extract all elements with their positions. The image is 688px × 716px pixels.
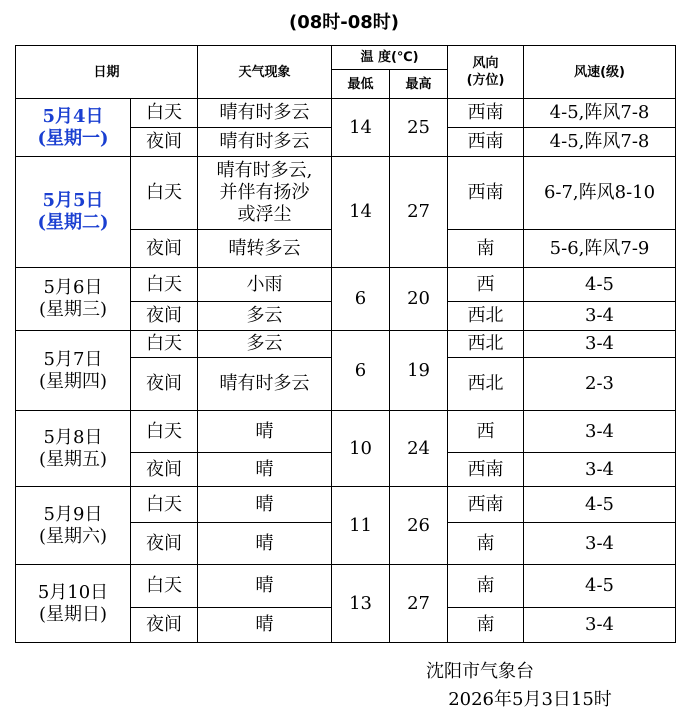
wind-direction-cell: 西南 bbox=[448, 453, 524, 487]
period-night: 夜间 bbox=[131, 128, 198, 157]
wind-direction-cell: 西北 bbox=[448, 331, 524, 358]
wind-speed-cell: 3-4 bbox=[524, 331, 676, 358]
period-night: 夜间 bbox=[131, 453, 198, 487]
wind-direction-cell: 南 bbox=[448, 565, 524, 608]
period-day: 白天 bbox=[131, 268, 198, 302]
issuer-name: 沈阳市气象台 bbox=[426, 661, 534, 682]
table-row bbox=[16, 268, 676, 302]
wind-speed-cell: 3-4 bbox=[524, 411, 676, 453]
header-wind-direction-line1: 风向 bbox=[472, 56, 499, 71]
header-date: 日期 bbox=[16, 46, 198, 99]
wind-speed-cell: 2-3 bbox=[524, 358, 676, 411]
weekday-label: (星期三) bbox=[38, 299, 108, 320]
table-row bbox=[16, 411, 676, 453]
header-temperature: 温 度(℃) bbox=[332, 46, 448, 70]
weather-line: 或浮尘 bbox=[237, 204, 292, 225]
date-cell bbox=[16, 487, 131, 565]
date-label: 5月7日 bbox=[43, 348, 103, 370]
period-night: 夜间 bbox=[131, 230, 198, 268]
date-label: 5月5日 bbox=[42, 190, 104, 211]
date-label: 5月8日 bbox=[43, 426, 103, 448]
period-day: 白天 bbox=[131, 565, 198, 608]
table-row bbox=[16, 99, 676, 128]
table-row bbox=[16, 487, 676, 523]
wind-direction-cell: 西 bbox=[448, 411, 524, 453]
weekday-label: (星期二) bbox=[37, 212, 109, 233]
header-temp-min: 最低 bbox=[332, 70, 390, 99]
temp-min-cell: 13 bbox=[332, 565, 390, 643]
date-cell bbox=[16, 268, 131, 331]
temp-min-cell: 14 bbox=[332, 157, 390, 268]
weather-cell: 晴有时多云 bbox=[198, 128, 332, 157]
wind-speed-cell: 4-5 bbox=[524, 268, 676, 302]
temp-max-cell: 27 bbox=[390, 565, 448, 643]
date-cell bbox=[16, 157, 131, 268]
weekday-label: (星期六) bbox=[38, 525, 108, 547]
wind-speed-cell: 4-5 bbox=[524, 487, 676, 523]
table-row bbox=[16, 331, 676, 358]
date-label: 5月4日 bbox=[42, 105, 104, 127]
wind-direction-cell: 西 bbox=[448, 268, 524, 302]
forecast-table bbox=[15, 45, 676, 643]
period-night: 夜间 bbox=[131, 523, 198, 565]
weather-cell: 晴 bbox=[198, 523, 332, 565]
wind-direction-cell: 西南 bbox=[448, 128, 524, 157]
date-label: 5月9日 bbox=[43, 503, 103, 525]
temp-max-cell: 24 bbox=[390, 411, 448, 487]
header-wind-speed: 风速(级) bbox=[524, 46, 676, 99]
wind-speed-cell: 3-4 bbox=[524, 523, 676, 565]
weather-cell: 小雨 bbox=[198, 268, 332, 302]
temp-min-cell: 6 bbox=[332, 268, 390, 331]
weather-cell: 晴 bbox=[198, 565, 332, 608]
temp-max-cell: 19 bbox=[390, 331, 448, 411]
date-cell bbox=[16, 411, 131, 487]
period-day: 白天 bbox=[131, 157, 198, 230]
period-night: 夜间 bbox=[131, 302, 198, 331]
header-wind-direction bbox=[448, 46, 524, 99]
temp-min-cell: 14 bbox=[332, 99, 390, 157]
weather-cell: 多云 bbox=[198, 302, 332, 331]
weather-cell: 晴 bbox=[198, 608, 332, 643]
wind-speed-cell: 4-5 bbox=[524, 565, 676, 608]
weekday-label: (星期五) bbox=[38, 448, 108, 470]
weekday-label: (星期一) bbox=[37, 127, 109, 149]
table-row bbox=[16, 157, 676, 230]
weekday-label: (星期四) bbox=[38, 370, 108, 392]
temp-max-cell: 25 bbox=[390, 99, 448, 157]
weather-cell: 晴 bbox=[198, 453, 332, 487]
period-night: 夜间 bbox=[131, 358, 198, 411]
weather-cell: 晴有时多云 bbox=[198, 99, 332, 128]
date-cell bbox=[16, 565, 131, 643]
weekday-label: (星期日) bbox=[38, 603, 108, 625]
wind-speed-cell: 4-5,阵风7-8 bbox=[524, 128, 676, 157]
weather-cell bbox=[198, 157, 332, 230]
period-night: 夜间 bbox=[131, 608, 198, 643]
period-day: 白天 bbox=[131, 487, 198, 523]
temp-max-cell: 20 bbox=[390, 268, 448, 331]
date-cell bbox=[16, 331, 131, 411]
date-label: 5月10日 bbox=[37, 581, 109, 603]
wind-direction-cell: 西南 bbox=[448, 157, 524, 230]
weather-line: 晴有时多云, bbox=[216, 160, 313, 181]
header-weather: 天气现象 bbox=[198, 46, 332, 99]
weather-cell: 晴有时多云 bbox=[198, 358, 332, 411]
wind-direction-cell: 西北 bbox=[448, 302, 524, 331]
temp-max-cell: 26 bbox=[390, 487, 448, 565]
wind-speed-cell: 3-4 bbox=[524, 302, 676, 331]
period-day: 白天 bbox=[131, 331, 198, 358]
temp-min-cell: 6 bbox=[332, 331, 390, 411]
wind-speed-cell: 4-5,阵风7-8 bbox=[524, 99, 676, 128]
header-temp-max: 最高 bbox=[390, 70, 448, 99]
header-wind-direction-line2: (方位) bbox=[466, 73, 505, 88]
temp-max-cell: 27 bbox=[390, 157, 448, 268]
wind-speed-cell: 3-4 bbox=[524, 608, 676, 643]
period-day: 白天 bbox=[131, 411, 198, 453]
issue-time: 2026年5月3日15时 bbox=[448, 689, 612, 710]
date-label: 5月6日 bbox=[43, 277, 103, 298]
wind-direction-cell: 南 bbox=[448, 608, 524, 643]
weather-cell: 晴 bbox=[198, 411, 332, 453]
document-title: (08时-08时) bbox=[288, 12, 400, 33]
temp-min-cell: 10 bbox=[332, 411, 390, 487]
wind-direction-cell: 南 bbox=[448, 230, 524, 268]
wind-direction-cell: 西南 bbox=[448, 99, 524, 128]
weather-cell: 晴转多云 bbox=[198, 230, 332, 268]
wind-direction-cell: 西北 bbox=[448, 358, 524, 411]
wind-direction-cell: 西南 bbox=[448, 487, 524, 523]
weather-cell: 多云 bbox=[198, 331, 332, 358]
temp-min-cell: 11 bbox=[332, 487, 390, 565]
wind-speed-cell: 5-6,阵风7-9 bbox=[524, 230, 676, 268]
wind-direction-cell: 南 bbox=[448, 523, 524, 565]
wind-speed-cell: 6-7,阵风8-10 bbox=[524, 157, 676, 230]
weather-cell: 晴 bbox=[198, 487, 332, 523]
weather-line: 并伴有扬沙 bbox=[219, 182, 310, 203]
wind-speed-cell: 3-4 bbox=[524, 453, 676, 487]
date-cell bbox=[16, 99, 131, 157]
period-day: 白天 bbox=[131, 99, 198, 128]
table-row bbox=[16, 565, 676, 608]
